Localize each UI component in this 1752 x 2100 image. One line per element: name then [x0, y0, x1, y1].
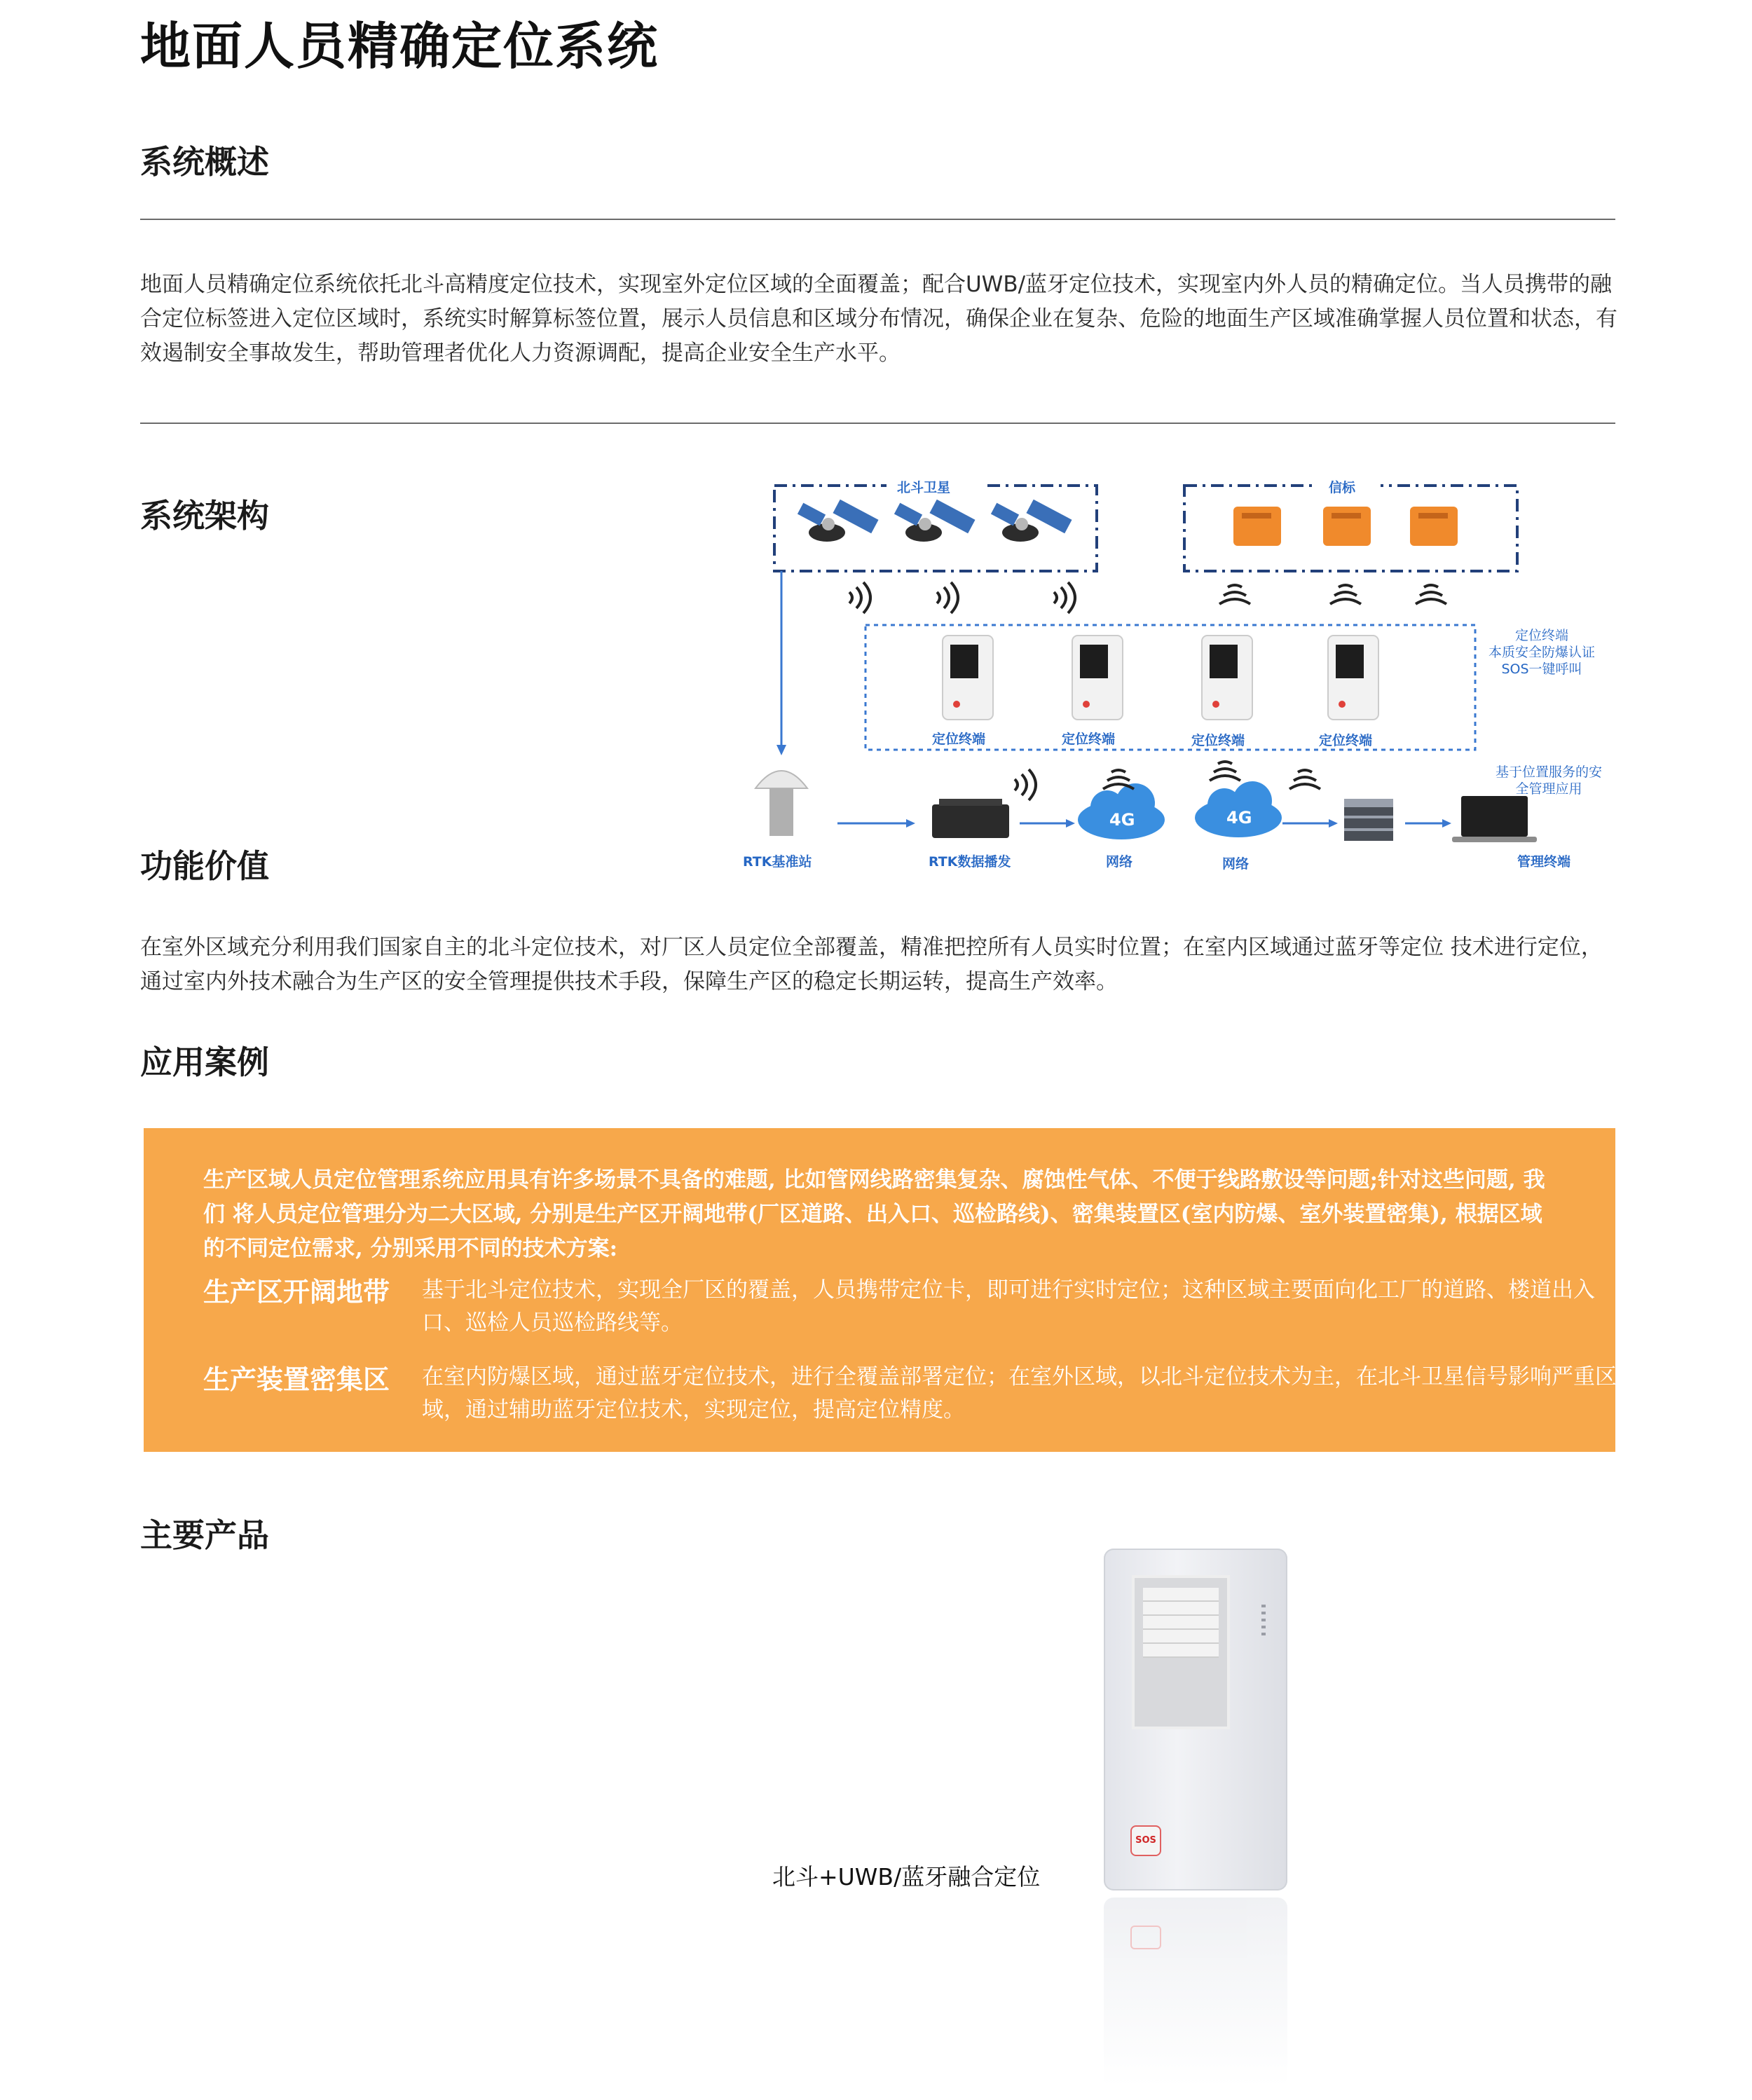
terminal-label: 定位终端 [932, 732, 986, 747]
server-icon [1344, 799, 1393, 841]
terminal-icon [1202, 636, 1252, 720]
network-label: 网络 [1106, 854, 1133, 870]
beacon-icon [1410, 507, 1458, 546]
terminal-feature-note: 定位终端 本质安全防爆认证 SOS一键呼叫 [1488, 628, 1595, 677]
cases-heading: 应用案例 [140, 1043, 269, 1081]
signal-wave-icon [1219, 585, 1446, 604]
architecture-heading: 系统架构 [140, 497, 269, 535]
beacon-group-label: 信标 [1329, 480, 1356, 495]
product-reflection [1104, 1897, 1287, 2087]
value-text: 在室外区域充分利用我们国家自主的北斗定位技术，对厂区人员定位全部覆盖，精准把控所有人员实时位置；在室内区域通过蓝牙等定位 技术进行定位，通过室内外技术融合为生产区的安全管理提供技术手段，保障生产区的稳定长期运转，提高生产效率。 [140, 935, 1603, 994]
case-panel [144, 1128, 1615, 1452]
service-note: 基于位置服务的安 全管理应用 [1495, 764, 1602, 797]
badge-4g: 4G [1109, 810, 1135, 830]
rtk-relay-icon [932, 799, 1009, 838]
satellite-group-label: 北斗卫星 [897, 480, 951, 495]
terminal-icon [1072, 636, 1123, 720]
network-label: 网络 [1222, 856, 1250, 872]
signal-wave-icon [849, 582, 1075, 613]
rtk-relay-label: RTK数据播发 [929, 854, 1011, 870]
terminal-label: 定位终端 [1319, 733, 1373, 748]
signal-wave-icon [1015, 762, 1320, 800]
satellite-icon [991, 500, 1072, 542]
sos-button: SOS [1130, 1825, 1161, 1856]
case-desc: 在室内防爆区域，通过蓝牙定位技术，进行全覆盖部署定位；在室外区域，以北斗定位技术为主，在北斗卫星信号影响严重区域，通过辅助蓝牙定位技术，实现定位，提高定位精度。 [422, 1364, 1617, 1422]
rtk-station-label: RTK基准站 [743, 854, 812, 870]
terminal-icon [1328, 636, 1378, 720]
case-intro: 生产区域人员定位管理系统应用具有许多场景不具备的难题, 比如管网线路密集复杂、腐蚀性气体、不便于线路敷设等问题;针对这些问题, 我们 将人员定位管理分为二大区域, 分别是生产区开阔地带(厂区道路、出入口、巡检路线)、密集装置区(室内防爆、室外装置密集), 根据区域的不同定位需求, 分别采用不同的技术方案: [203, 1167, 1545, 1261]
value-heading: 功能价值 [140, 847, 269, 885]
management-label: 管理终端 [1517, 854, 1571, 870]
case-term: 生产区开阔地带 [203, 1276, 390, 1308]
terminal-label: 定位终端 [1062, 732, 1116, 747]
products-heading: 主要产品 [140, 1516, 269, 1554]
beacon-icon [1323, 507, 1371, 546]
terminal-label: 定位终端 [1191, 733, 1245, 748]
laptop-icon [1452, 796, 1537, 842]
overview-heading: 系统概述 [140, 143, 269, 181]
badge-4g: 4G [1226, 808, 1252, 828]
led-indicator-icon [1261, 1605, 1266, 1640]
divider [140, 219, 1615, 220]
product-caption: 北斗+UWB/蓝牙融合定位 [772, 1863, 1041, 1890]
beacon-icon [1233, 507, 1281, 546]
product-device-image [1104, 1549, 1287, 1890]
satellite-icon [894, 500, 976, 542]
device-screen [1132, 1575, 1230, 1729]
case-desc: 基于北斗定位技术，实现全厂区的覆盖，人员携带定位卡，即可进行实时定位；这种区域主要面向化工厂的道路、楼道出入口、巡检人员巡检路线等。 [422, 1277, 1595, 1336]
overview-text: 地面人员精确定位系统依托北斗高精度定位技术，实现室外定位区域的全面覆盖；配合UWB/蓝牙定位技术，实现室内外人员的精确定位。当人员携带的融合定位标签进入定位区域时，系统实时解算标签位置，展示人员信息和区域分布情况，确保企业在复杂、危险的地面生产区域准确掌握人员位置和状态，有效遏制安全事故发生，帮助管理者优化人力资源调配，提高企业安全生产水平。 [140, 272, 1617, 366]
divider [140, 423, 1615, 424]
satellite-icon [798, 500, 879, 542]
page-title: 地面人员精确定位系统 [140, 17, 659, 76]
terminal-icon [943, 636, 993, 720]
rtk-antenna-icon [755, 771, 807, 836]
case-term: 生产装置密集区 [203, 1364, 390, 1395]
